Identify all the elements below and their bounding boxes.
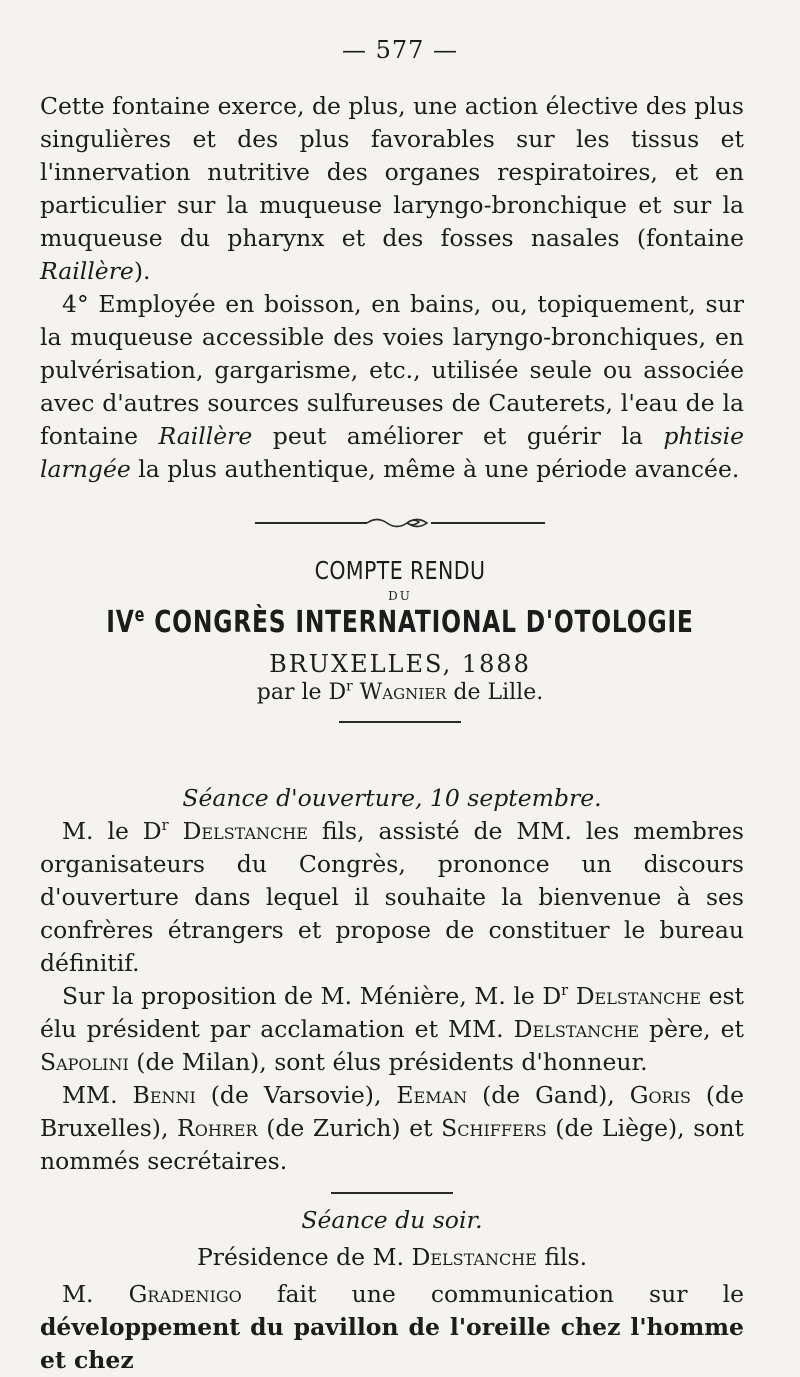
section-rule [339, 721, 461, 723]
report-author: par le $D^r$ Wagnier de Lille. [256, 678, 544, 705]
paragraph-gradenigo: M. Gradenigo fait une communication sur le développement du pavillon de l'oreille chez l'homme et chez [40, 1280, 744, 1374]
section-rule-2 [331, 1192, 453, 1194]
ornament-flourish-icon [255, 516, 545, 530]
paragraph-secretaires: MM. Benni (de Varsovie), Eeman (de Gand), Goris (de Bruxelles), Rohrer (de Zurich) et Schiffers (de Liège), sont nommés secrétaires. [40, 1081, 745, 1175]
congress-title: IVe CONGRÈS INTERNATIONAL D'OTOLOGIE [106, 605, 694, 640]
congress-city-year: BRUXELLES, 1888 [269, 650, 531, 678]
compte-rendu-title: COMPTE RENDU [314, 556, 486, 585]
heading-du: DU [388, 589, 412, 603]
presidence-line: Présidence de M. Delstanche fils. [196, 1243, 588, 1271]
report-heading [0, 556, 800, 723]
seance-soir-title: Séance du soir. [301, 1206, 483, 1234]
body-text-lower [40, 782, 744, 1377]
body-text-upper [40, 90, 744, 486]
ornament-divider [0, 516, 800, 530]
paragraph-fontaine: Cette fontaine exerce, de plus, une action élective des plus singulières et des plus favorables sur les tissus et l'innervation nutritive des organes respiratoires, et en particulier sur la muqueuse laryngo-bronchique et sur la muqueuse du pharynx et des fosses nasales (fontaine Raillère). [40, 92, 744, 285]
paragraph-proposition: Sur la proposition de M. Ménière, M. le $D^r$ Delstanche est élu président par acclamation et MM. Delstanche père, et Sapolini (de Milan), sont élus présidents d'honneur. [40, 982, 744, 1076]
paragraph-ouverture: M. le $D^r$ Delstanche fils, assisté de MM. les membres organisateurs du Congrès, prononce un discours d'ouverture dans lequel il souhaite la bienvenue à ses confrères étrangers et propose de constituer le bureau définitif. [40, 817, 744, 977]
seance-ouverture-title: Séance d'ouverture, 10 septembre. [182, 784, 602, 812]
page-number: — 577 — [341, 36, 459, 64]
paragraph-employee: 4° Employée en boisson, en bains, ou, topiquement, sur la muqueuse accessible des voies laryngo-bronchiques, en pulvérisation, gargarisme, etc., utilisée seule ou associée avec d'autres sources sulfureuses de Cauterets, l'eau de la fontaine Raillère peut améliorer et guérir la phtisie larngée la plus authentique, même à une période avancée. [40, 290, 744, 483]
